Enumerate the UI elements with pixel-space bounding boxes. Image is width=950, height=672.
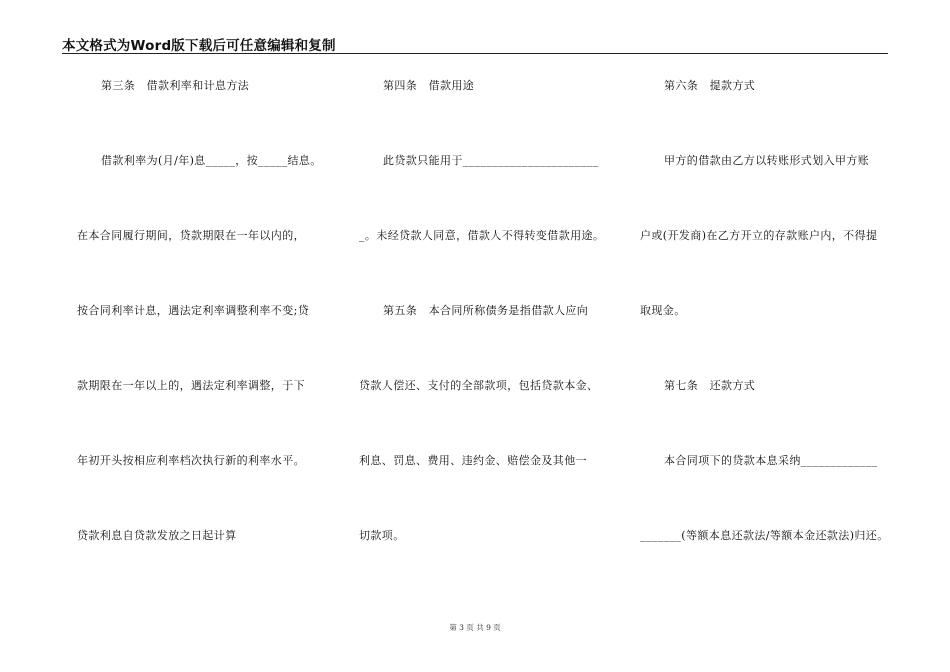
paragraph-line: 取现金。 xyxy=(640,304,686,317)
paragraph-line: 贷款人偿还、支付的全部款项，包括贷款本金、 xyxy=(359,379,599,392)
paragraph-line: 利息、罚息、费用、违约金、赔偿金及其他一 xyxy=(359,454,587,467)
document-header-title: 本文格式为Word版下载后可任意编辑和复制 xyxy=(62,38,336,54)
article-3-heading: 第三条 借款利率和计息方法 xyxy=(101,79,250,92)
paragraph-line: 切款项。 xyxy=(359,529,405,542)
paragraph-line: 贷款利息自贷款发放之日起计算 xyxy=(77,529,237,542)
page-number: 第 3 页 共 9 页 xyxy=(449,623,501,632)
paragraph-line: 在本合同履行期间，贷款期限在一年以内的， xyxy=(77,229,305,242)
article-7-heading: 第七条 还款方式 xyxy=(664,379,756,392)
paragraph-line: 款期限在一年以上的，遇法定利率调整，于下 xyxy=(77,379,305,392)
article-6-heading: 第六条 提款方式 xyxy=(664,79,756,92)
paragraph-line: 年初开头按相应利率档次执行新的利率水平。 xyxy=(77,454,305,467)
paragraph-line: _。未经贷款人同意，借款人不得转变借款用途。 xyxy=(359,229,605,242)
paragraph-line: _______(等额本息还款法/等额本金还款法)归还。 xyxy=(640,529,889,542)
paragraph-line: 此贷款只能用于_______________________ xyxy=(383,154,599,167)
paragraph-line: 本合同项下的贷款本息采纳_____________ xyxy=(664,454,878,467)
paragraph-line: 甲方的借款由乙方以转账形式划入甲方账 xyxy=(664,154,870,167)
header-divider xyxy=(62,53,888,54)
paragraph-line: 户或(开发商)在乙方开立的存款账户内，不得提 xyxy=(640,229,878,242)
paragraph-line: 按合同利率计息，遇法定利率调整利率不变;贷 xyxy=(77,304,310,317)
article-4-heading: 第四条 借款用途 xyxy=(383,79,475,92)
article-5-heading: 第五条 本合同所称债务是指借款人应向 xyxy=(383,304,589,317)
paragraph-line: 借款利率为(月/年)息_____，按_____结息。 xyxy=(101,154,322,167)
